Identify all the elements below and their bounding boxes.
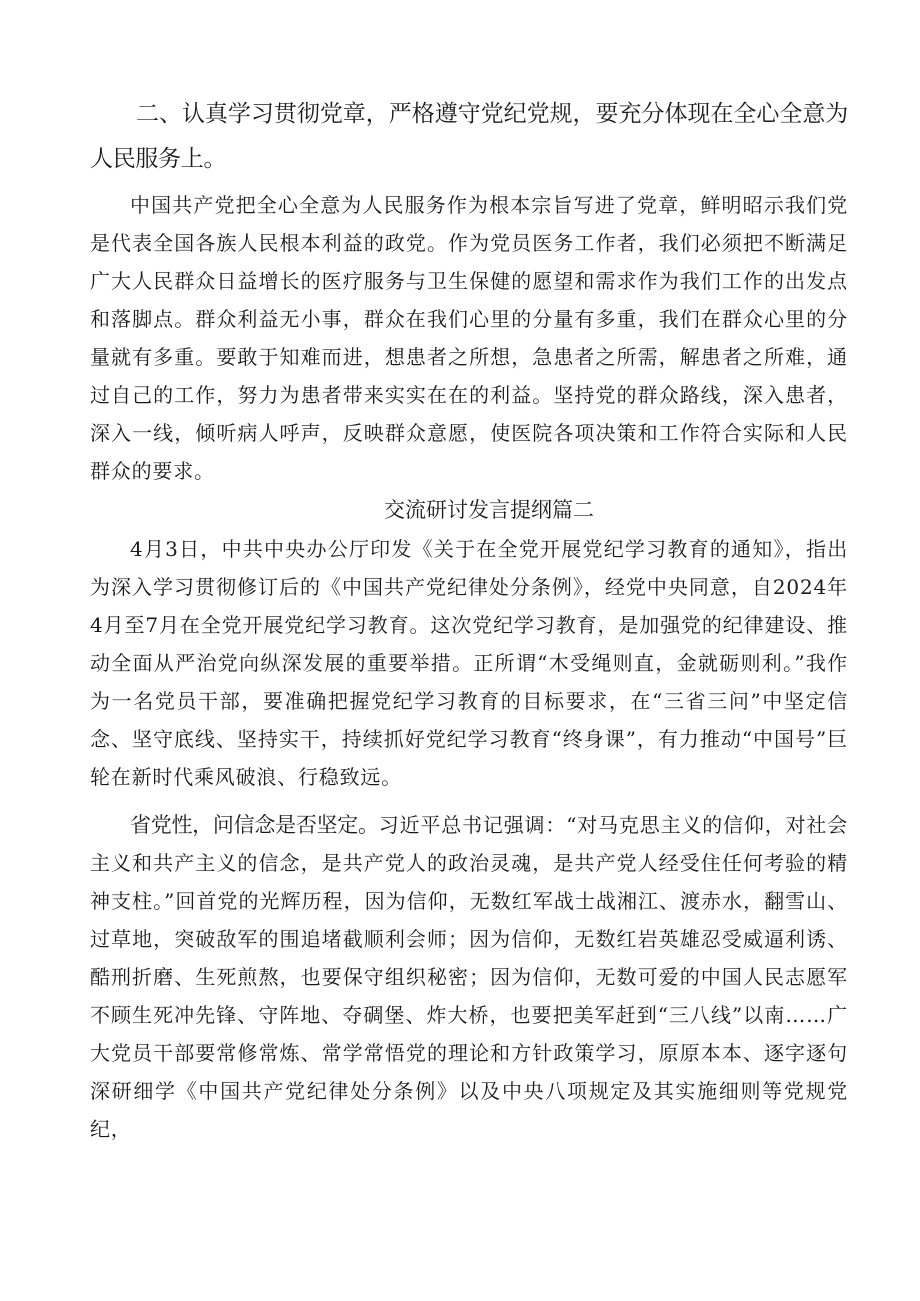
section-heading: 二、认真学习贯彻党章，严格遵守党纪党规，要充分体现在全心全意为人民服务上。 — [90, 101, 848, 172]
point-body: 习近平总书记强调：“对马克思主义的信仰，对社会主义和共产主义的信念，是共产党人的政治灵魂，是共产党人经受住任何考验的精神支柱。”回首党的光辉历程，因为信仰，无数红军战士战湘江、渡赤水，翻雪山、过草地，突破敌军的围追堵截顺利会师；因为信仰，无数红岩英雄忍受威逼利诱、酷刑折磨、生死煎熬，也要保守组织秘密；因为信仰，无数可爱的中国人民志愿军不顾生死冲先锋、守阵地、夺碉堡、炸大桥，也要把美军赶到“三八线”以南……广大党员干部要常修常炼、常学常悟党的理论和方针政策学习，原原本本、逐字逐句深研细学《中国共产党纪律处分条例》以及中央八项规定及其实施细则等党规党纪， — [90, 813, 849, 1141]
section-one-paragraph: 中国共产党把全心全意为人民服务作为根本宗旨写进了党章，鲜明昭示我们党是代表全国各族人民根本利益的政党。作为党员医务工作者，我们必须把不断满足广大人民群众日益增长的医疗服务与卫生保健的愿望和需求作为我们工作的出发点和落脚点。群众利益无小事，群众在我们心里的分量有多重，我们在群众心里的分量就有多重。要敢于知难而进，想患者之所想，急患者之所需，解患者之所难，通过自己的工作，努力为患者带来实实在在的利益。坚持党的群众路线，深入患者，深入一线，倾听病人呼声，反映群众意愿，使医院各项决策和工作符合实际和人民群众的要求。 — [90, 193, 848, 483]
point-lead: 省党性，问信念是否坚定。 — [130, 813, 379, 837]
section-title: 交流研讨发言提纲篇二 — [384, 498, 594, 522]
document-page — [90, 92, 848, 1148]
section-two-intro: 4月3日，中共中央办公厅印发《关于在全党开展党纪学习教育的通知》，指出为深入学习贯彻修订后的《中国共产党纪律处分条例》，经党中央同意，自2024年4月至7月在全党开展党纪学习教育。这次党纪学习教育，是加强党的纪律建设、推动全面从严治党向纵深发展的重要举措。正所谓“木受绳则直，金就砺则利。”我作为一名党员干部，要准确把握党纪学习教育的目标要求，在“三省三问”中坚定信念、坚守底线、坚持实干，持续抓好党纪学习教育“终身课”，有力推动“中国号”巨轮在新时代乘风破浪、行稳致远。 — [90, 537, 848, 789]
point-paragraph — [90, 806, 848, 1148]
